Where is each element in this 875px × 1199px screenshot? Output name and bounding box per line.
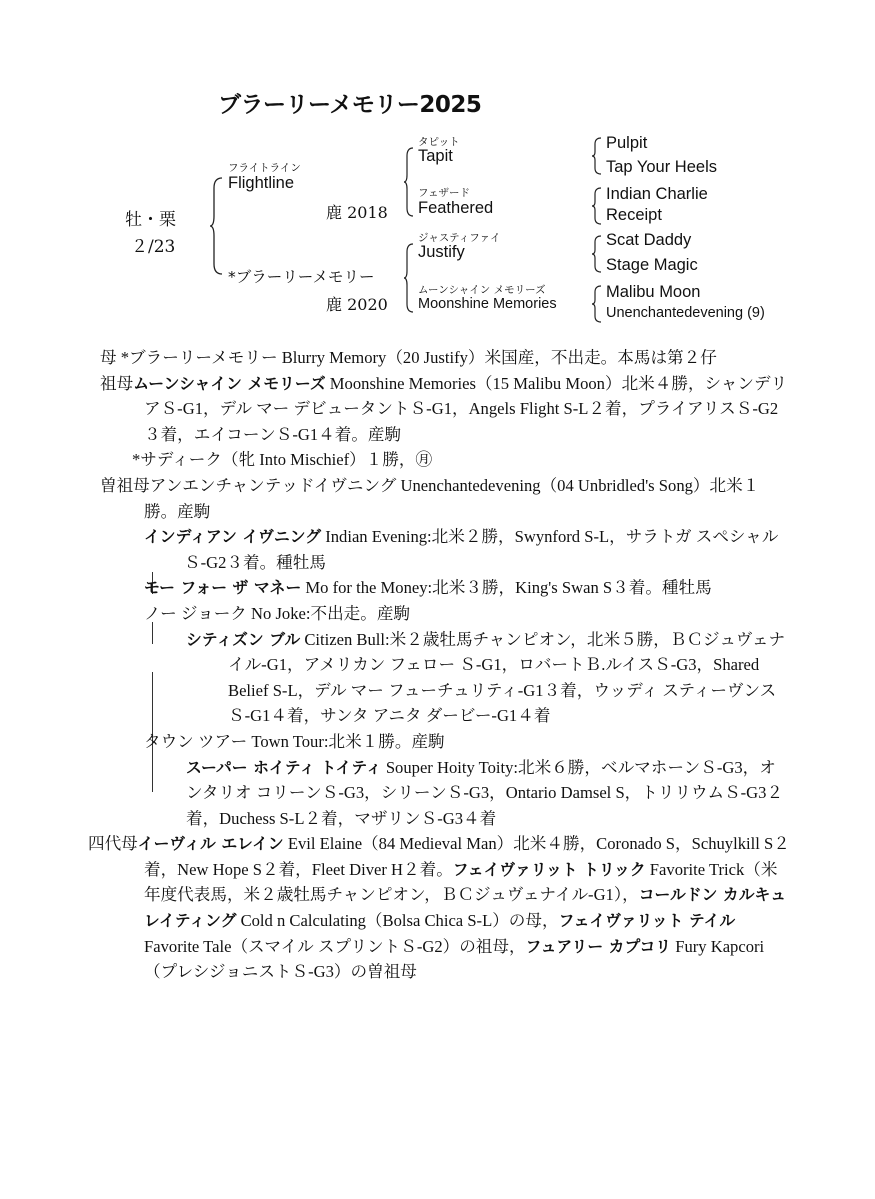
souper-hoity-toity-name: スーパー ホイティ トイティ xyxy=(186,757,382,777)
gen3-brace-3 xyxy=(592,236,602,272)
sire-sire-ruby: タピット xyxy=(418,136,460,148)
fourth-dam-text-2: Favorite Trick（米年度代表馬，米２歳牡馬チャンピオン，ＢＣジュヴェナイル-G1）， xyxy=(144,859,778,905)
souper-hoity-toity-text: Souper Hoity Toity:北米６勝，ベルマホーンＳ-G3，オンタリオ コリーンＳ-G3，シリーンＳ-G3，Ontario Damsel S，トリリウムＳ-G3２着，Duchess S-L２着，マザリンＳ-G3４着 xyxy=(186,757,784,828)
granddam-label: 祖母 xyxy=(100,373,134,393)
fourth-dam-label: 四代母 xyxy=(88,834,138,854)
fourth-dam-paragraph xyxy=(88,831,790,985)
indian-evening-name: インディアン イヴニング xyxy=(144,527,322,547)
mo-for-the-money-name: モー フォー ザ マネー xyxy=(144,578,302,598)
gen3-brace-1 xyxy=(592,138,602,174)
family-notes xyxy=(88,345,790,985)
favorite-trick-name: フェイヴァリット トリック xyxy=(452,859,646,879)
gen3-2: Tap Your Heels xyxy=(606,158,717,176)
fourth-dam-text-3: Cold n Calculating（Bolsa Chica S-L）の母， xyxy=(236,911,559,931)
favorite-tale-name: フェイヴァリット テイル xyxy=(558,911,736,931)
sire-coat: 鹿 2018 xyxy=(326,203,388,222)
dam-brace xyxy=(404,244,414,312)
sire-dam-ruby: フェザード xyxy=(418,187,470,199)
sex-color: 牡・栗 xyxy=(125,210,176,230)
dam-sire-ruby: ジャスティファイ xyxy=(418,232,501,244)
granddam-foal: *サディーク（牝 Into Mischief）１勝，㊊ xyxy=(132,450,433,470)
gen3-5: Scat Daddy xyxy=(606,231,692,249)
fury-kapcori-name: フュアリー カプコリ xyxy=(525,936,672,956)
gen3-7: Malibu Moon xyxy=(606,283,701,301)
dam-name: *ブラーリーメモリー xyxy=(228,268,375,286)
page-title: ブラーリーメモリー2025 xyxy=(218,92,482,118)
gen3-8: Unenchantedevening (9) xyxy=(606,305,765,321)
gen3-brace-4 xyxy=(592,286,602,322)
gen3-4: Receipt xyxy=(606,206,662,224)
mo-for-the-money-text: Mo for the Money:北米３勝，King's Swan S３着。種牡馬 xyxy=(301,578,712,598)
fourth-dam-text-4: Favorite Tale（スマイル スプリントＳ-G2）の祖母， xyxy=(144,936,526,956)
main-brace xyxy=(210,178,224,274)
dam-sire-name: Justify xyxy=(418,243,465,261)
sire-brace xyxy=(404,148,414,216)
cold-n-calculating-name: コールドン カルキュレイティング xyxy=(144,885,787,931)
dam-dam-name: Moonshine Memories xyxy=(418,296,557,312)
fourth-dam-name: イーヴィル エレイン xyxy=(137,834,284,854)
souper-hoity-toity-entry xyxy=(100,755,790,832)
dam-paragraph: 母 *ブラーリーメモリー Blurry Memory（20 Justify）米国産，不出走。本馬は第２仔 xyxy=(100,348,717,367)
gen3-6: Stage Magic xyxy=(606,256,698,274)
fourth-dam-text-5: Fury Kapcori（プレシジョニストＳ-G3）の曽祖母 xyxy=(144,936,765,982)
citizen-bull-name: シティズン ブル xyxy=(186,629,301,649)
gen3-1: Pulpit xyxy=(606,134,648,152)
sire-ruby: フライトライン xyxy=(228,162,301,174)
granddam-name: ムーンシャイン メモリーズ xyxy=(133,373,326,393)
town-tour-entry: タウン ツアー Town Tour:北米１勝。産駒 xyxy=(144,731,445,751)
sire-dam-name: Feathered xyxy=(418,199,494,217)
citizen-bull-entry xyxy=(100,627,790,729)
granddam-paragraph xyxy=(100,371,790,448)
citizen-bull-text: Citizen Bull:米２歳牡馬チャンピオン，北米５勝，ＢＣジュヴェナイル-G1，アメリカン フェロー Ｓ-G1，ロバートＢ.ルイスＳ-G3，Shared Belief S-L，デル マー フューチュリティ-G1３着，ウッディ スティーヴンスＳ-G1４着，サンタ アニタ ダービー-G1４着 xyxy=(228,629,786,726)
great-granddam-paragraph: 曽祖母アンエンチャンテッドイヴニング Unenchantedevening（04 Unbridled's Song）北米１勝。産駒 xyxy=(100,475,760,521)
gen3-brace-2 xyxy=(592,188,602,224)
no-joke-entry: ノー ジョーク No Joke:不出走。産駒 xyxy=(144,603,411,623)
sire-name: Flightline xyxy=(228,174,295,192)
fourth-dam-text-1: Evil Elaine（84 Medieval Man）北米４勝，Coronado S，Schuylkill S２着，New Hope S２着，Fleet Diver H２着。 xyxy=(144,834,790,879)
indian-evening-text: Indian Evening:北米２勝，Swynford S-L，サラトガ スペシャルＳ-G2３着。種牡馬 xyxy=(184,527,779,572)
dam-coat: 鹿 2020 xyxy=(326,295,388,314)
indian-evening-entry xyxy=(100,524,790,575)
gen3-3: Indian Charlie xyxy=(606,185,708,203)
sire-sire-name: Tapit xyxy=(418,147,453,165)
birthdate: ２/23 xyxy=(131,237,176,257)
mo-for-the-money-entry xyxy=(100,575,790,601)
granddam-text: Moonshine Memories（15 Malibu Moon）北米４勝，シャンデリアＳ-G1，デル マー デビュータントＳ-G1，Angels Flight S-L２着，プライアリスＳ-G2３着，エイコーンＳ-G1４着。産駒 xyxy=(144,373,788,444)
dam-dam-ruby: ムーンシャイン メモリーズ xyxy=(418,284,546,296)
